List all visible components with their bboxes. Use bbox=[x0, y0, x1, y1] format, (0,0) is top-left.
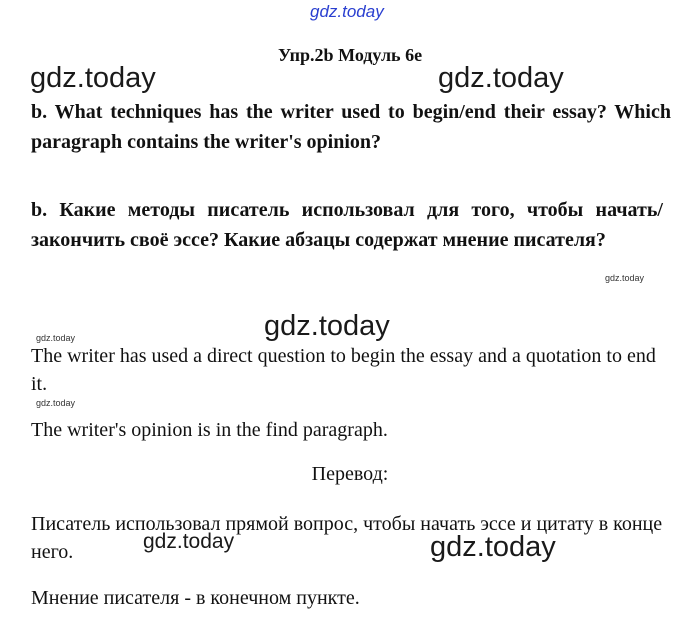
translation-heading: Перевод: bbox=[311, 463, 389, 485]
watermark-small-right: gdz.today bbox=[605, 273, 645, 283]
answer-opinion: The writer's opinion is in the find paragraph. bbox=[31, 419, 388, 441]
watermark-top: gdz.today bbox=[310, 2, 384, 21]
watermark-bottom-right: gdz.today bbox=[430, 531, 556, 563]
watermark-center: gdz.today bbox=[264, 310, 390, 342]
question-english: b. What techniques has the writer used to begin/end their essay? Which paragraph contains the writer's opinion? bbox=[31, 101, 671, 153]
watermark-small-left-1: gdz.today bbox=[36, 333, 76, 343]
translation-techniques: Писатель использовал прямой вопрос, чтобы начать эссе и цитату в конце него. bbox=[31, 513, 663, 563]
answer-techniques: The writer has used a direct question to begin the essay and a quotation to end it. bbox=[31, 345, 656, 395]
watermark-left-header: gdz.today bbox=[30, 62, 156, 94]
translation-opinion: Мнение писателя - в конечном пункте. bbox=[31, 587, 360, 609]
page-title: Упр.2b Модуль 6e bbox=[277, 45, 423, 65]
watermark-small-left-2: gdz.today bbox=[36, 398, 76, 408]
watermark-bottom-center: gdz.today bbox=[143, 530, 235, 553]
watermark-right-header: gdz.today bbox=[438, 62, 564, 94]
question-russian: b. Какие методы писатель использовал для того, чтобы начать/закончить своё эссе? Какие абзацы содержат мнение писателя? bbox=[31, 199, 663, 251]
